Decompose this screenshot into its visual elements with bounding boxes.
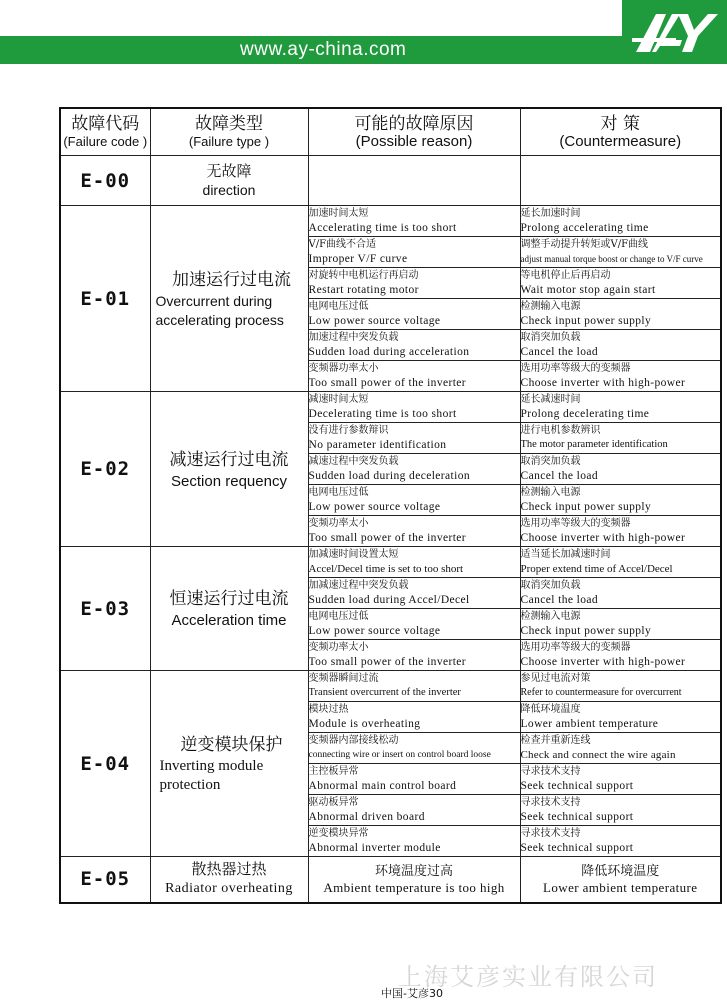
reason-cell: 模块过热 Module is overheating <box>308 702 520 733</box>
fault-code-table <box>59 107 722 904</box>
measure-cell: 寻求技术支持 Seek technical support <box>520 795 721 826</box>
measure-cell: 检测输入电源 Check input power supply <box>520 299 721 330</box>
ay-logo <box>622 0 727 64</box>
company-watermark: 上海艾彦实业有限公司 <box>398 963 658 991</box>
fault-code: E-05 <box>60 857 150 903</box>
measure-empty <box>520 156 721 206</box>
reason-cell: 变频功率太小 Too small power of the inverter <box>308 640 520 671</box>
ay-logo-icon <box>622 0 727 64</box>
reason-cell: 变频器功率太小 Too small power of the inverter <box>308 361 520 392</box>
measure-cell: 选用功率等级大的变频器 Choose inverter with high-power <box>520 516 721 547</box>
header-possible-reason: 可能的故障原因 (Possible reason) <box>308 108 520 156</box>
table-row <box>60 156 721 206</box>
reason-cell: 加减速时间设置太短 Accel/Decel time is set to too short <box>308 547 520 578</box>
measure-cell: 延长加速时间 Prolong accelerating time <box>520 206 721 237</box>
measure-cell: 降低环境温度 Lower ambient temperature <box>520 702 721 733</box>
reason-cell: 减速时间太短 Decelerating time is too short <box>308 392 520 423</box>
reason-cell: 环境温度过高 Ambient temperature is too high <box>308 857 520 903</box>
fault-code: E-01 <box>60 206 150 392</box>
measure-cell: 取消突加负载 Cancel the load <box>520 578 721 609</box>
fault-code: E-00 <box>60 156 150 206</box>
measure-cell: 取消突加负载 Cancel the load <box>520 454 721 485</box>
failure-type: 加速运行过电流 Overcurrent during accelerating process <box>150 206 308 392</box>
reason-cell: 减速过程中突发负载 Sudden load during deceleration <box>308 454 520 485</box>
reason-cell: 主控板异常 Abnormal main control board <box>308 764 520 795</box>
website-url[interactable]: www.ay-china.com <box>240 39 407 60</box>
measure-cell: 参见过电流对策 Refer to countermeasure for overcurrent <box>520 671 721 702</box>
reason-cell: 对旋转中电机运行再启动 Restart rotating motor <box>308 268 520 299</box>
reason-cell: 电网电压过低 Low power source voltage <box>308 609 520 640</box>
reason-cell: 电网电压过低 Low power source voltage <box>308 485 520 516</box>
header-banner <box>0 38 727 64</box>
measure-cell: 检测输入电源 Check input power supply <box>520 485 721 516</box>
measure-cell: 等电机停止后再启动 Wait motor stop again start <box>520 268 721 299</box>
measure-cell: 检查并重新连线 Check and connect the wire again <box>520 733 721 764</box>
measure-cell: 调整手动提升转矩或V/F曲线 adjust manual torque boost or change to V/F curve <box>520 237 721 268</box>
measure-cell: 选用功率等级大的变频器 Choose inverter with high-power <box>520 640 721 671</box>
reason-cell: V/F曲线不合适 Improper V/F curve <box>308 237 520 268</box>
failure-type: 减速运行过电流 Section requency <box>150 392 308 547</box>
reason-cell: 变频功率太小 Too small power of the inverter <box>308 516 520 547</box>
reason-cell: 加减速过程中突发负载 Sudden load during Accel/Decel <box>308 578 520 609</box>
reason-cell: 加速过程中突发负载 Sudden load during acceleration <box>308 330 520 361</box>
header-countermeasure: 对 策 (Countermeasure) <box>520 108 721 156</box>
table-row <box>60 671 721 702</box>
reason-empty <box>308 156 520 206</box>
header-failure-type: 故障类型 (Failure type ) <box>150 108 308 156</box>
reason-cell: 驱动板异常 Abnormal driven board <box>308 795 520 826</box>
reason-cell: 加速时间太短 Accelerating time is too short <box>308 206 520 237</box>
table-row <box>60 392 721 423</box>
reason-cell: 变频器内部接线松动 connecting wire or insert on control board loose <box>308 733 520 764</box>
failure-type: 恒速运行过电流 Acceleration time <box>150 547 308 671</box>
table-header-row <box>60 108 721 156</box>
measure-cell: 选用功率等级大的变频器 Choose inverter with high-power <box>520 361 721 392</box>
fault-code: E-03 <box>60 547 150 671</box>
measure-cell: 取消突加负载 Cancel the load <box>520 330 721 361</box>
failure-type: 无故障 direction <box>150 156 308 206</box>
reason-cell: 电网电压过低 Low power source voltage <box>308 299 520 330</box>
header-fault-code: 故障代码 (Failure code ) <box>60 108 150 156</box>
measure-cell: 寻求技术支持 Seek technical support <box>520 826 721 857</box>
measure-cell: 进行电机参数辨识 The motor parameter identification <box>520 423 721 454</box>
reason-cell: 没有进行参数辩识 No parameter identification <box>308 423 520 454</box>
measure-cell: 延长减速时间 Prolong decelerating time <box>520 392 721 423</box>
table-row <box>60 206 721 237</box>
reason-cell: 逆变模块异常 Abnormal inverter module <box>308 826 520 857</box>
measure-cell: 检测输入电源 Check input power supply <box>520 609 721 640</box>
page-footer: 中国-艾彦30 <box>381 987 443 1000</box>
measure-cell: 降低环境温度 Lower ambient temperature <box>520 857 721 903</box>
measure-cell: 寻求技术支持 Seek technical support <box>520 764 721 795</box>
measure-cell: 适当延长加减速时间 Proper extend time of Accel/Decel <box>520 547 721 578</box>
table-row <box>60 857 721 903</box>
table-row <box>60 547 721 578</box>
failure-type: 散热器过热 Radiator overheating <box>150 857 308 903</box>
fault-code: E-02 <box>60 392 150 547</box>
fault-code: E-04 <box>60 671 150 857</box>
reason-cell: 变频器瞬间过流 Transient overcurrent of the inverter <box>308 671 520 702</box>
failure-type: 逆变模块保护 Inverting module protection <box>150 671 308 857</box>
